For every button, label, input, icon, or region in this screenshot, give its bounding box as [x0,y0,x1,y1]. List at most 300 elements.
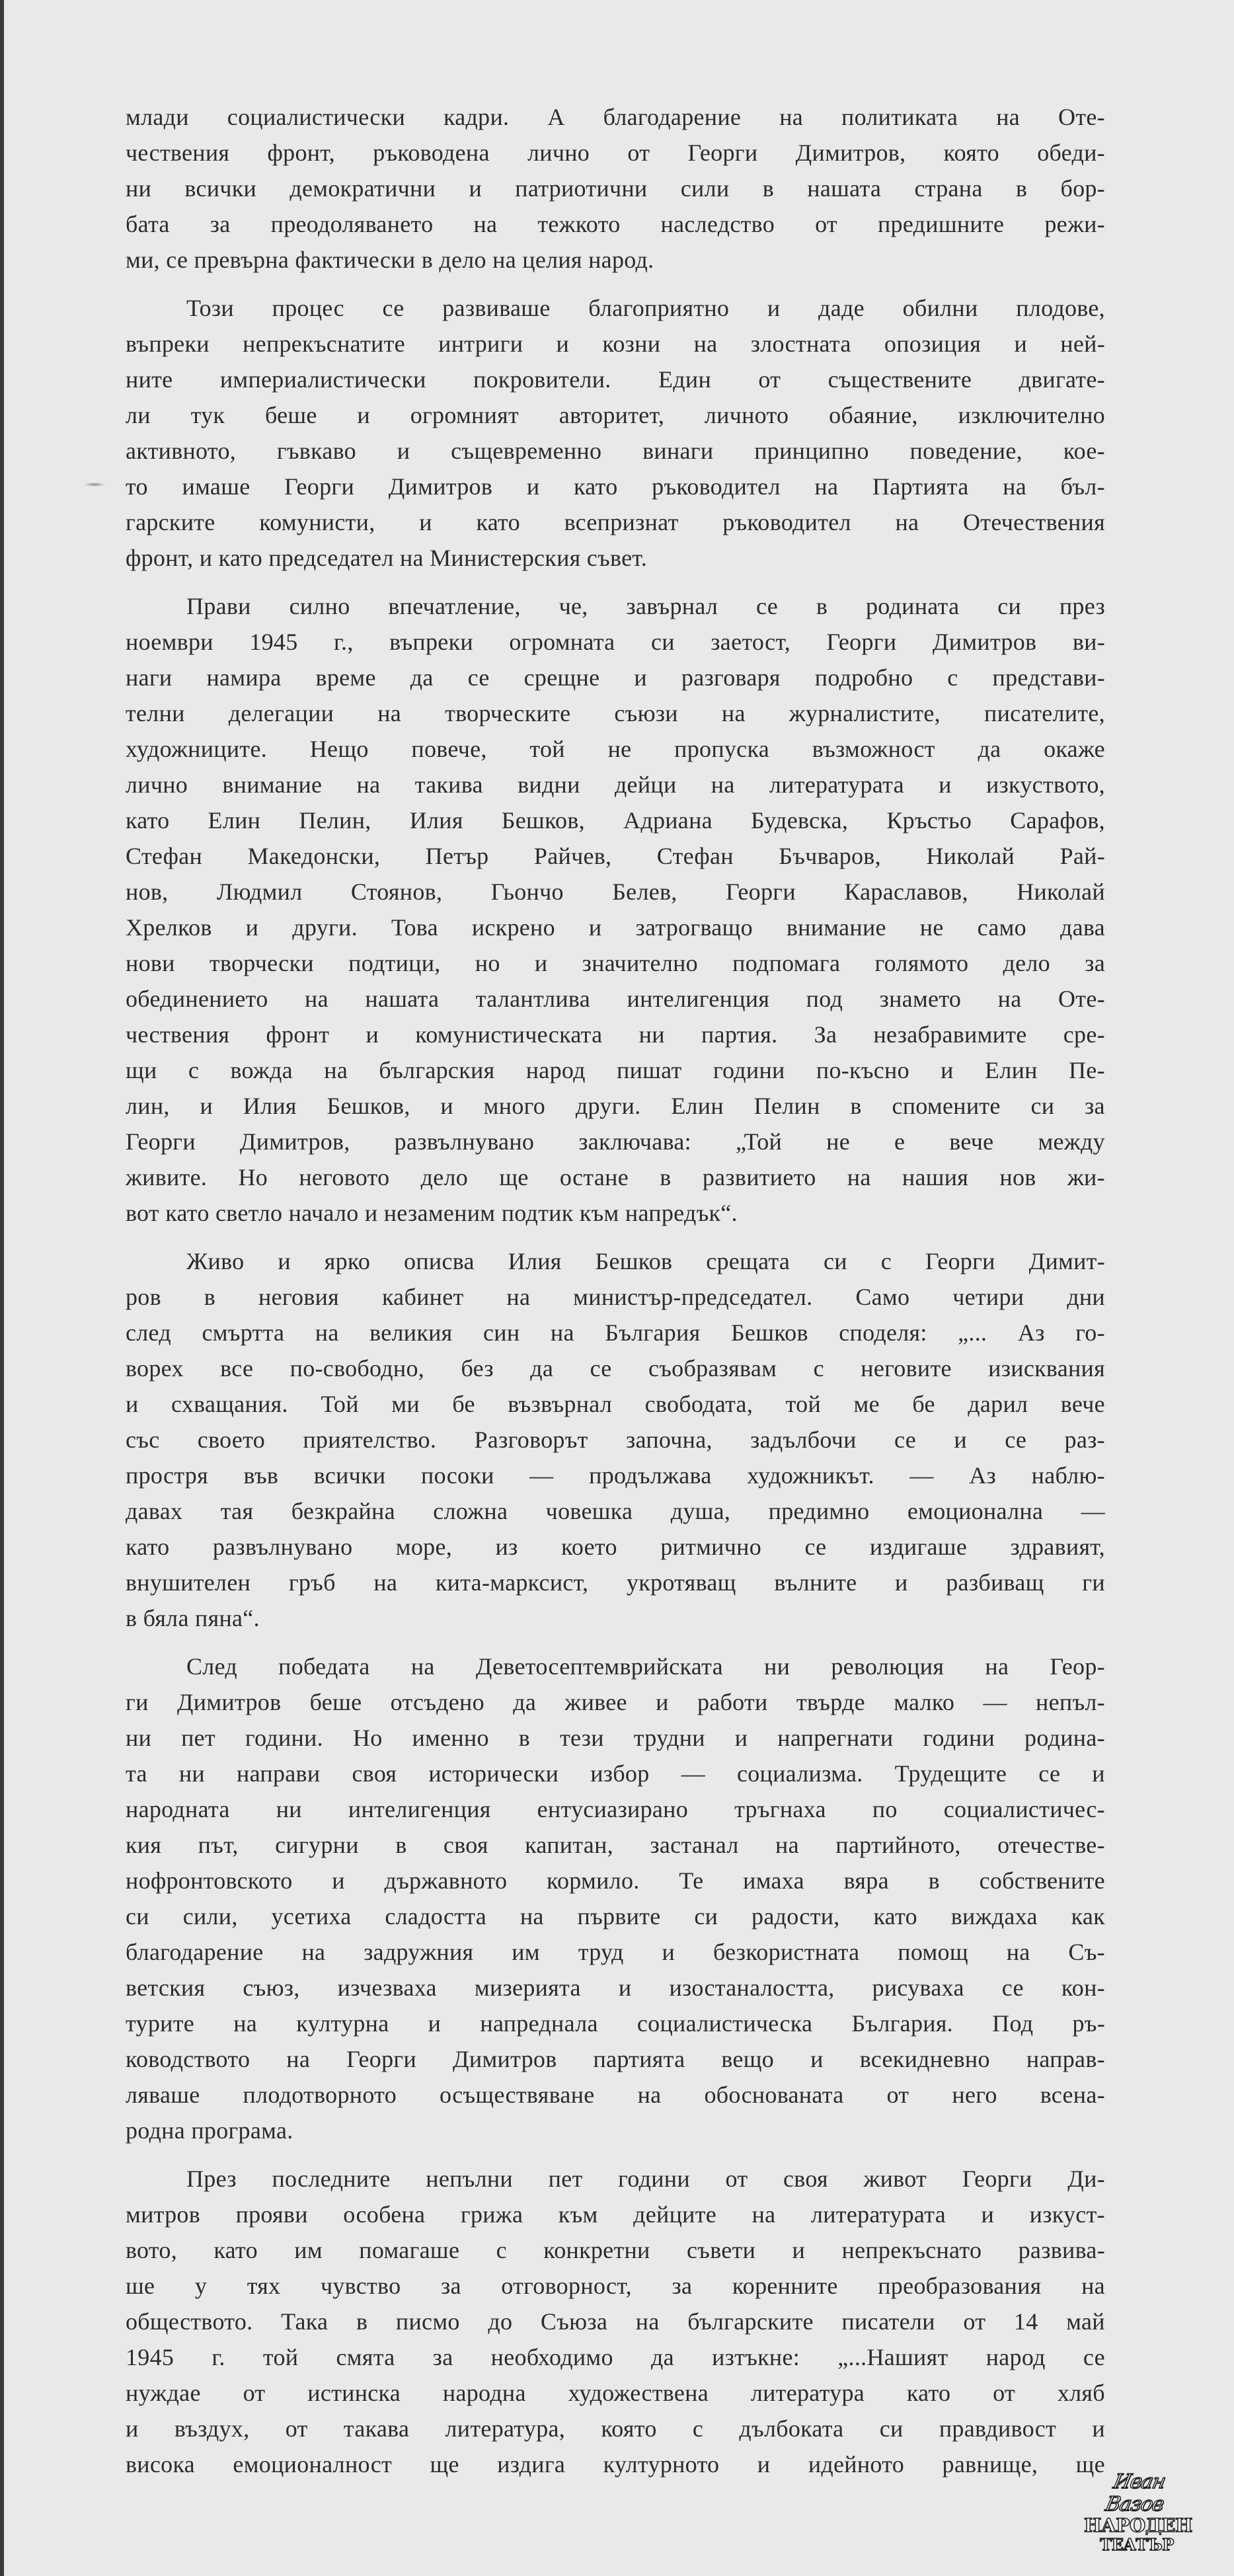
word: комунисти, [259,509,375,535]
word: си [126,1903,149,1930]
text-line-content [126,2041,1105,2077]
word: обилни [902,295,978,321]
word: която [601,2415,657,2442]
logo-script-signature: Иван Вазов [1103,2470,1168,2516]
text-line-content [126,2339,1105,2375]
word: на [1081,2273,1105,2299]
word: непълни [426,2166,513,2192]
word: лично [126,771,188,798]
word: родината [865,593,960,619]
word: Партията [872,473,969,500]
word: силно [289,593,350,619]
text-line [126,2077,1105,2113]
text-line [126,1017,1105,1052]
word: все [220,1355,254,1382]
word: споделя: [839,1319,927,1346]
word: неговите [861,1355,952,1382]
word: той [262,2344,299,2370]
word: него [952,2082,997,2108]
text-line-content: в бяла пяна“. [126,1605,260,1631]
word: такава [343,2415,410,2442]
word: журналистите, [789,700,941,726]
word: Димит- [1028,1248,1105,1274]
word: като [126,1534,170,1560]
word: тежкото [537,211,621,237]
word: с [692,2415,704,2442]
word: огромната [509,629,615,655]
word: сложна [433,1498,508,1524]
word: на [693,331,718,357]
word: море, [395,1534,453,1560]
word: отговорност, [501,2273,632,2299]
word: с [188,1057,200,1083]
word: интриги [438,331,523,357]
word: само [977,914,1026,941]
word: Белев, [612,878,677,905]
word: на [721,700,746,726]
word: на [895,509,919,535]
word: авторитет, [559,402,665,428]
word: ветския [126,1974,206,2001]
word: преодоляването [270,211,434,237]
text-line [126,1720,1105,1756]
word: ляваше [126,2082,200,2108]
word: ни [764,1653,791,1680]
word: на [637,2082,662,2108]
word: на [520,1903,544,1930]
text-line [126,397,1105,433]
word: описва [404,1248,475,1274]
word: изисквания [988,1355,1105,1382]
word: ръководител [652,473,781,500]
word: от [993,2380,1016,2406]
word: интелигенция [627,986,770,1012]
word: Трудещите [894,1760,1007,1787]
word: не [607,736,632,762]
word: без [461,1355,494,1382]
text-line-content [126,1124,1105,1159]
text-line-content [126,1791,1105,1827]
word: тук [190,402,225,428]
word: се [590,1355,612,1382]
word: като [126,807,170,834]
word: подробно [814,664,913,691]
word: социалистически [227,104,406,130]
word: Димитров, [795,139,906,166]
word: — [983,1689,1007,1715]
word: се [1038,1760,1061,1787]
word: много [483,1093,546,1119]
word: се [756,593,779,619]
word: благодарение [603,104,742,130]
word: виждаха [950,1903,1038,1930]
word: развълнувано [212,1534,353,1560]
text-line [126,910,1105,945]
text-line-content [126,767,1105,802]
word: започна, [626,1426,713,1453]
word: в [816,593,828,619]
word: нуждае [126,2380,201,2406]
logo-line-narodno: НАРОДЕН [1084,2515,1192,2536]
word: в [762,175,774,202]
word: кия [126,1832,162,1858]
text-line-content [126,2304,1105,2339]
word: на [1006,1939,1030,1965]
text-line [126,1124,1105,1159]
word: козни [602,331,661,357]
word: избор [590,1760,650,1787]
text-line-content [126,802,1105,838]
text-line [126,290,1105,326]
word: имаше [182,473,251,500]
word: сре- [1063,1021,1105,1048]
word: в [395,1832,407,1858]
word: тая [220,1498,254,1524]
word: исторически [428,1760,559,1787]
word: здравият, [1010,1534,1105,1560]
word: Геор- [1050,1653,1105,1680]
word: Македонски, [247,843,381,869]
word: и [618,1974,632,2001]
word: културното [603,2451,720,2478]
word: Георги [284,473,355,500]
text-line [126,1493,1105,1529]
word: усетиха [271,1903,352,1930]
word: задружния [364,1939,474,1965]
word: си [824,1248,847,1274]
word: внимание [786,914,886,941]
text-line-content [126,1863,1105,1898]
text-line-content [126,945,1105,981]
word: турите [126,2010,195,2037]
word: ви- [1072,629,1105,655]
word: изчезваха [337,1974,437,2001]
word: издига [497,2451,566,2478]
word: Прави [186,593,251,619]
word: в [356,2308,368,2335]
word: укротяващ [626,1569,736,1596]
word: прояви [235,2201,308,2228]
text-line [126,1934,1105,1970]
word: творческите [445,700,571,726]
word: и [1014,331,1028,357]
text-line-content [126,2411,1105,2446]
word: Деветосептемврийската [475,1653,723,1680]
word: и [278,1248,291,1274]
text-line [126,1791,1105,1827]
text-line [126,2113,1105,2148]
text-line [126,1052,1105,1088]
word: митров [126,2201,201,2228]
word: ги [126,1689,149,1715]
word: обоснованата [704,2082,844,2108]
word: ръководител [722,509,851,535]
word: и [126,1391,139,1417]
word: вожда [230,1057,293,1083]
word: всички [184,175,257,202]
word: конкретни [543,2237,650,2263]
word: Георги [687,139,758,166]
margin-speck [85,483,104,487]
word: радости, [752,1903,840,1930]
word: чувство [320,2273,401,2299]
word: на [506,1284,531,1310]
text-line [126,874,1105,910]
word: Адриана [623,807,713,834]
word: чествения [126,1021,230,1048]
word: напрегнати [777,1725,894,1751]
word: ще [1075,2451,1105,2478]
word: та [126,1760,147,1787]
word: Николай [926,843,1015,869]
word: към [558,2201,598,2228]
word: демократични [289,175,436,202]
word: ни [276,1796,302,1822]
text-line [126,695,1105,731]
word: Един [658,366,712,393]
word: в [850,1093,862,1119]
word: да [410,664,434,691]
word: емоционалност [233,2451,393,2478]
word: и [397,438,410,464]
word: личното [704,402,789,428]
word: особена [343,2201,426,2228]
word: своя [352,1760,397,1787]
word: благодарение [126,1939,264,1965]
word: за [432,2344,453,2370]
word: на [779,104,804,130]
word: — [681,1760,705,1787]
text-line [126,2446,1105,2482]
word: Стефан [656,843,734,869]
word: ярко [324,1248,371,1274]
word: дейците [633,2201,717,2228]
word: за [440,2273,461,2299]
word: задълбочи [750,1426,857,1453]
text-line-content [126,1565,1105,1600]
text-line [126,981,1105,1017]
word: лично [527,139,590,166]
word: трудни [633,1725,705,1751]
word: наследство [660,211,775,237]
word: да [513,1689,537,1715]
word: културна [296,2010,389,2037]
word: Под [992,2010,1034,2037]
word: ми [391,1391,420,1417]
word: — [909,1462,934,1489]
word: под [806,986,843,1012]
word: Аз [1017,1319,1045,1346]
text-line [126,1970,1105,2006]
word: министър-председател. [573,1284,813,1310]
word: не [919,914,944,941]
word: изостаналостта, [669,1974,835,2001]
word: вещо [721,2046,775,2072]
word: изкуството, [985,771,1105,798]
word: плодотворното [243,2082,397,2108]
word: бъл- [1060,473,1105,500]
text-line [126,838,1105,874]
word: Илия [409,807,463,834]
word: Димитров [388,473,493,500]
word: ше [126,2273,155,2299]
word: на [752,2201,776,2228]
word: нови [126,950,175,976]
word: литературата [769,771,904,798]
word: ворех [126,1355,184,1382]
word: всички [313,1462,386,1489]
text-line-content [186,1649,1105,1684]
word: мизерията [474,1974,581,2001]
word: малко [894,1689,955,1715]
word: и [734,1725,748,1751]
text-line-content: ми, се превърна фактически в дело на целия народ. [126,247,654,273]
text-line-content [126,1970,1105,2006]
word: на [985,1653,1009,1680]
word: Людмил [216,878,303,905]
word: поведение, [909,438,1022,464]
word: от [627,139,650,166]
word: Но [352,1725,383,1751]
text-line [126,2197,1105,2232]
word: интелигенция [348,1796,491,1822]
word: България. [851,2010,953,2037]
word: и [634,664,647,691]
word: помагаше [359,2237,460,2263]
word: давах [126,1498,183,1524]
word: четири [952,1284,1024,1310]
word: Георги [726,878,796,905]
word: неговото [299,1164,390,1190]
word: като [213,2237,258,2263]
word: като [906,2380,951,2406]
word: на [473,211,498,237]
word: живее [564,1689,627,1715]
word: ще [499,1164,529,1190]
word: империалистически [219,366,426,393]
word: писателите, [984,700,1105,726]
word: и [332,1867,345,1894]
word: затрогващо [635,914,753,941]
word: го- [1075,1319,1105,1346]
word: последните [272,2166,391,2192]
word: и [656,1689,669,1715]
word: си [694,1903,718,1930]
word: 1945 [126,2344,174,2370]
word: разбиващ [946,1569,1044,1596]
word: ще [430,2451,459,2478]
word: Димитров [176,1689,282,1715]
word: срещне [523,664,600,691]
text-line [126,1565,1105,1600]
text-line [126,1350,1105,1386]
text-line [126,1279,1105,1315]
text-line [126,242,1105,278]
word: собствените [979,1867,1105,1894]
word: вяра [843,1867,889,1894]
word: гръб [288,1569,336,1596]
word: своето [197,1426,266,1453]
word: на [814,473,839,500]
word: продължава [589,1462,712,1489]
word: Райчев, [533,843,612,869]
word: ните [126,366,173,393]
word: ръководена [373,139,490,166]
text-line-content [126,397,1105,433]
word: на [356,771,381,798]
text-line-content [126,326,1105,362]
text-line-content: фронт, и като председател на Министерския съвет. [126,545,647,571]
word: всена- [1040,2082,1105,2108]
text-line-content [126,1350,1105,1386]
text-line-content: родна програма. [126,2117,293,2144]
word: процес [272,295,344,321]
word: посоки [421,1462,494,1489]
word: значително [582,950,698,976]
word: капитан, [525,1832,613,1858]
paragraph [126,1243,1105,1636]
word: дни [1067,1284,1105,1310]
word: Той [321,1391,359,1417]
word: бата [126,211,170,237]
text-line-content [186,588,1105,624]
word: вълните [774,1569,857,1596]
word: си [650,629,675,655]
text-line-content [126,1934,1105,1970]
word: изкуст- [1029,2201,1105,2228]
word: с [947,664,958,691]
word: Кръстьо [886,807,972,834]
word: и [767,295,781,321]
word: отечестве- [997,1832,1105,1858]
word: висока [126,2451,195,2478]
word: видни [518,771,580,798]
word: на [410,1653,435,1680]
word: да [651,2344,674,2370]
word: на [377,700,402,726]
text-line [126,1863,1105,1898]
word: творчески [209,950,314,976]
word: непрекъснато [841,2237,982,2263]
word: Те [679,1867,704,1894]
word: напреднала [480,2010,598,2037]
word: с [813,1355,824,1382]
word: родина- [1024,1725,1105,1751]
word: и [662,1939,675,1965]
text-line [126,2041,1105,2077]
text-line [126,2339,1105,2375]
word: във [243,1462,279,1489]
word: Съ- [1068,1939,1105,1965]
word: син [483,1319,520,1346]
text-line-content [126,874,1105,910]
word: тръгнаха [734,1796,826,1822]
word: Оте- [1058,104,1105,130]
word: лин, [126,1093,170,1119]
word: не [826,1128,850,1155]
word: и [419,509,432,535]
word: за [672,2273,693,2299]
word: изключително [958,402,1105,428]
word: Стоянов, [350,878,443,905]
word: българските [687,2308,814,2335]
word: и [588,914,602,941]
word: и [792,2237,806,2263]
word: „...Нашият [837,2344,948,2370]
word: безкористната [713,1939,860,1965]
word: литература [750,2380,865,2406]
word: преобразования [878,2273,1042,2299]
